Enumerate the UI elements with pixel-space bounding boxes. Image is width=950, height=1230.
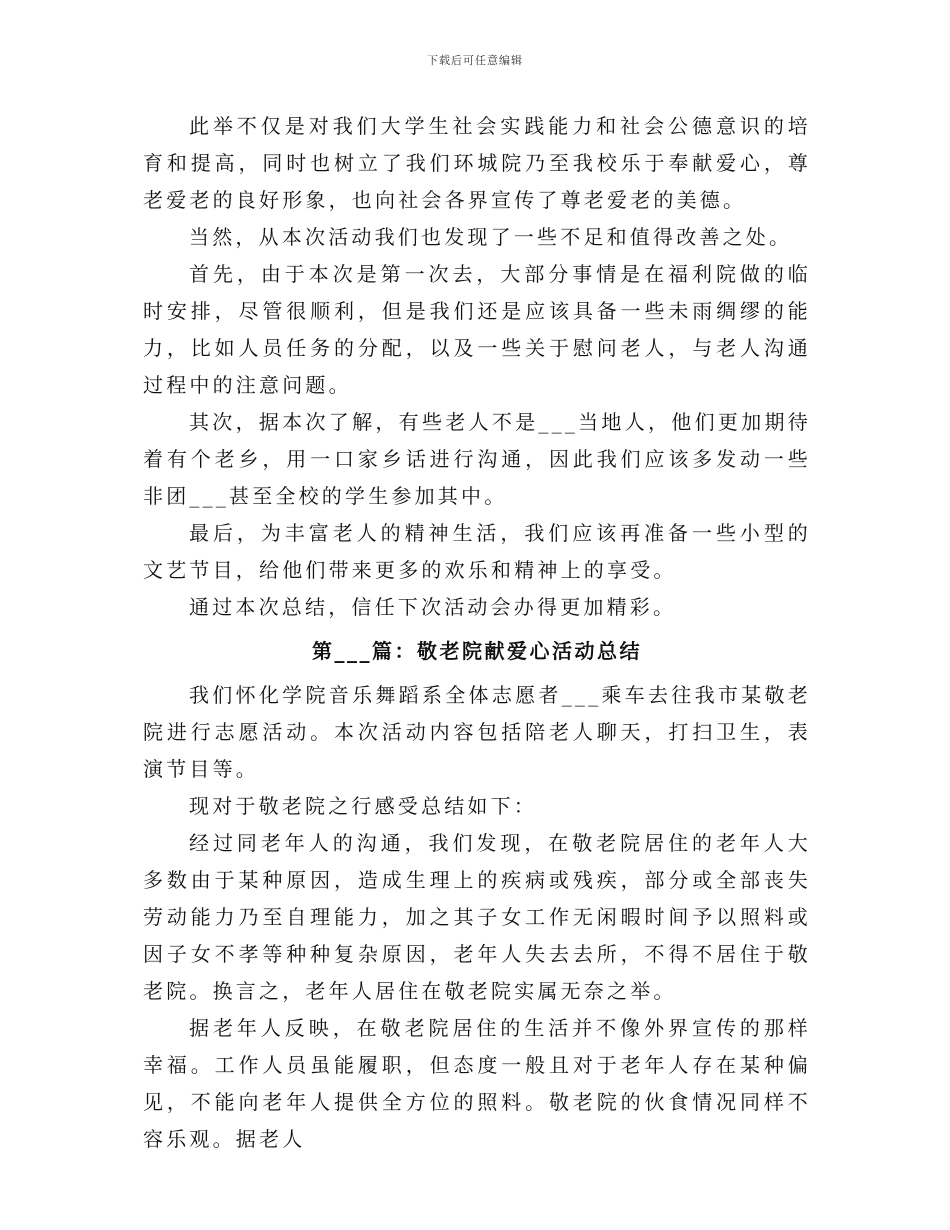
paragraph: 最后，为丰富老人的精神生活，我们应该再准备一些小型的文艺节目，给他们带来更多的欢乐和精神上的享受。 [143,521,811,582]
paragraph: 现对于敬老院之行感受总结如下： [189,794,537,818]
paragraph: 其次，据本次了解，有些老人不是___当地人，他们更加期待着有个老乡，用一口家乡话进行沟通，因此我们应该多发动一些非团___甚至全校的学生参加其中。 [143,410,811,508]
paragraph: 此举不仅是对我们大学生社会实践能力和社会公德意识的培育和提高，同时也树立了我们环城院乃至我校乐于奉献爱心，尊老爱老的良好形象，也向社会各界宣传了尊老爱老的美德。 [143,114,811,212]
paragraph: 通过本次总结，信任下次活动会办得更加精彩。 [189,595,677,619]
paragraph: 经过同老年人的沟通，我们发现，在敬老院居住的老年人大多数由于某种原因，造成生理上的疾病或残疾，部分或全部丧失劳动能力乃至自理能力，加之其子女工作无闲暇时间予以照料或因子女不孝等种种复杂原因，老年人失去去所，不得不居住于敬老院。换言之，老年人居住在敬老院实属无奈之举。 [143,831,811,1003]
paragraph: 据老年人反映，在敬老院居住的生活并不像外界宣传的那样幸福。工作人员虽能履职，但态度一般且对于老年人存在某种偏见，不能向老年人提供全方位的照料。敬老院的伙食情况同样不容乐观。据老人 [143,1016,811,1151]
section-title: 第___篇：敬老院献爱心活动总结 [312,639,642,663]
page-header-note: 下载后可任意编辑 [427,54,523,67]
paragraph: 当然，从本次活动我们也发现了一些不足和值得改善之处。 [189,225,793,249]
paragraph: 我们怀化学院音乐舞蹈系全体志愿者___乘车去往我市某敬老院进行志愿活动。本次活动内容包括陪老人聊天，打扫卫生，表演节目等。 [143,683,811,781]
document-body [143,108,811,1158]
paragraph: 首先，由于本次是第一次去，大部分事情是在福利院做的临时安排，尽管很顺利，但是我们还是应该具备一些未雨绸缪的能力，比如人员任务的分配，以及一些关于慰问老人，与老人沟通过程中的注意问题。 [143,262,811,397]
